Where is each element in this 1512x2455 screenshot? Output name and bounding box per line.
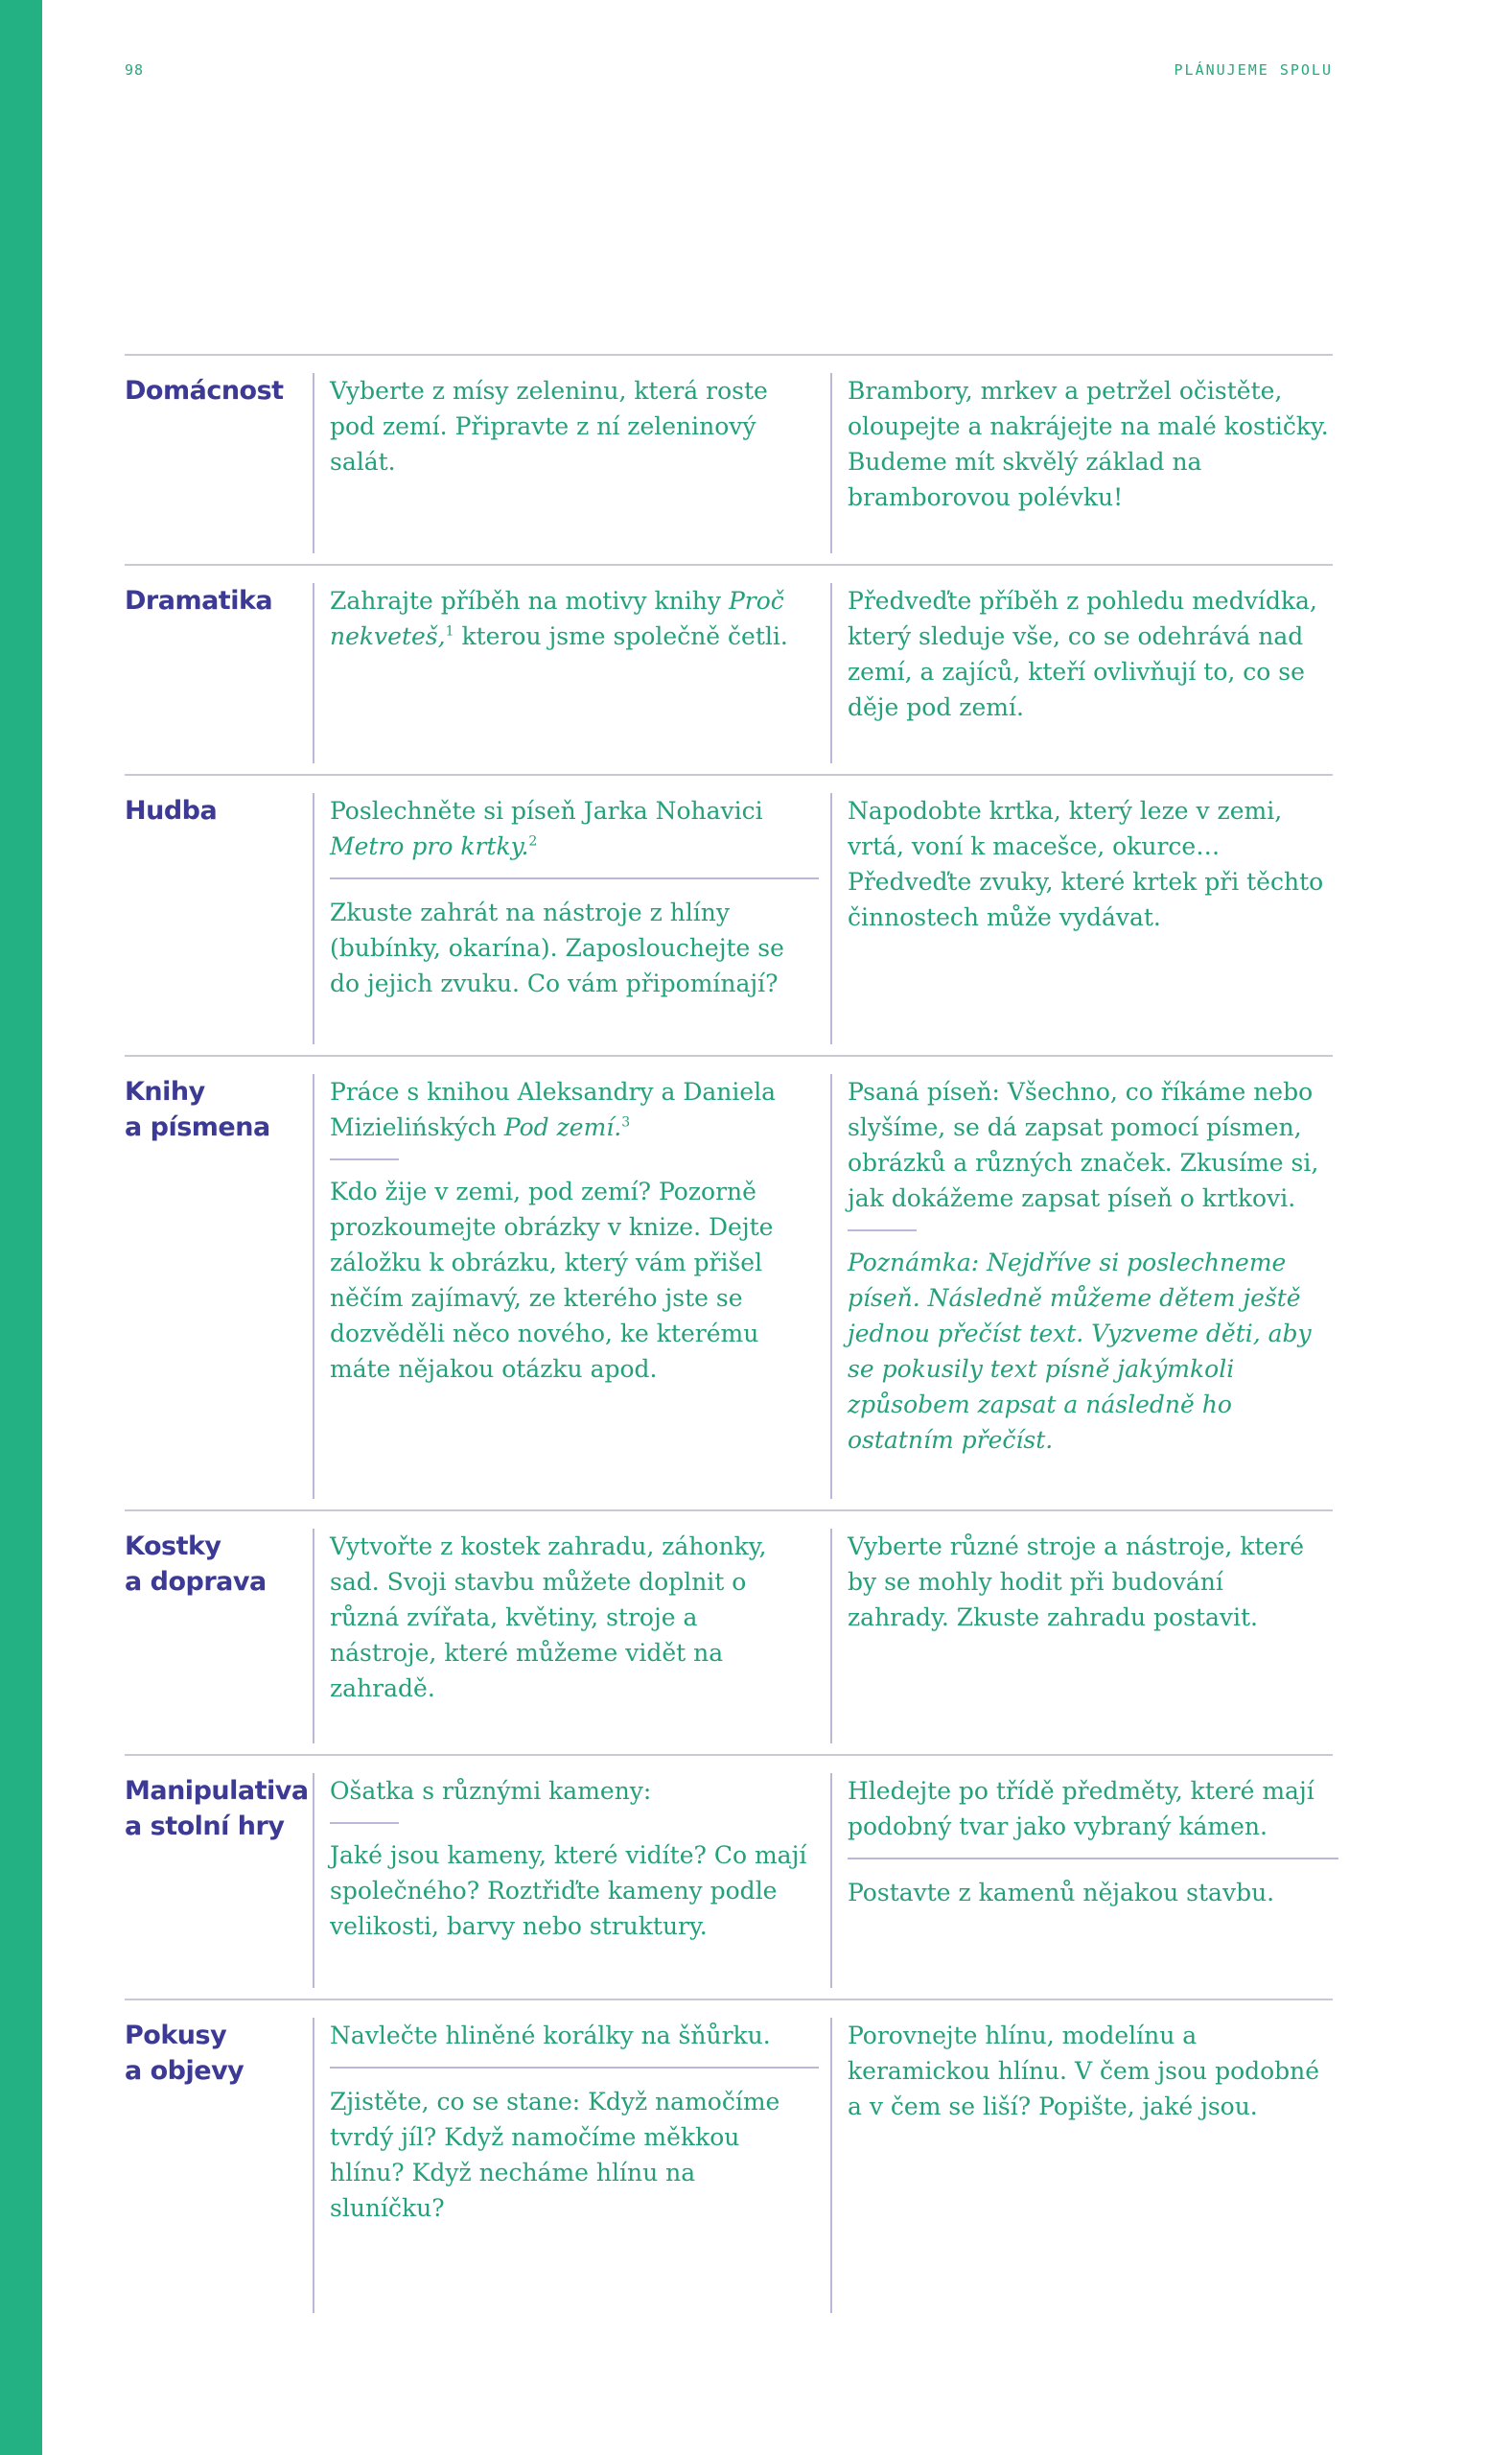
activity-text: Jaké jsou kameny, které vidíte? Co mají společného? Roztřiďte kameny podle velikosti, barvy nebo struktury. (330, 1841, 807, 1940)
table-row-domacnost (125, 354, 1333, 567)
activity-text (330, 1074, 819, 1145)
text-run: Práce s knihou Aleksandry a Daniela Mizielińských (330, 1078, 777, 1141)
activity-cell (313, 793, 819, 1044)
category-line: a doprava (125, 1567, 267, 1597)
activity-text: Hledejte po třídě předměty, které mají podobný tvar jako vybraný kámen. (848, 1777, 1314, 1840)
activity-cell (830, 583, 1338, 763)
divider (330, 1822, 399, 1824)
text-run: Zahrajte příběh na motivy knihy (330, 587, 729, 615)
table-row-manipulativa (125, 1754, 1333, 2001)
divider (330, 1158, 399, 1160)
table-row-hudba (125, 774, 1333, 1058)
divider (330, 877, 819, 879)
activity-text: Vyberte různé stroje a nástroje, které by se mohly hodit při budování zahrady. Zkuste zahradu postavit. (848, 1532, 1305, 1631)
footnote-ref: 2 (528, 833, 538, 850)
book-title: Pod zemí. (503, 1113, 622, 1141)
category-line: Knihy (125, 1077, 205, 1107)
activity-cell (313, 1773, 819, 1988)
section-title: PLÁNUJEME SPOLU (1174, 61, 1333, 79)
category-label: Dramatika (125, 586, 273, 616)
activity-cell (313, 1529, 819, 1743)
activity-cell (830, 1529, 1338, 1743)
activity-text: Vyberte z mísy zeleninu, která roste pod zemí. Připravte z ní zeleninový salát. (330, 377, 768, 476)
category-line: a písmena (125, 1112, 270, 1142)
table-row-knihy (125, 1055, 1333, 1512)
divider (330, 2067, 819, 2069)
divider (848, 1858, 1338, 1859)
activity-text: Vytvořte z kostek zahradu, záhonky, sad. Svoji stavbu můžete doplnit o různá zvířata, květiny, stroje a nástroje, které můžeme vidět na zahradě. (330, 1532, 767, 1702)
activity-text: Zjistěte, co se stane: Když namočíme tvrdý jíl? Když namočíme měkkou hlínu? Když necháme hlínu na sluníčku? (330, 2088, 780, 2222)
green-edge-bar (0, 0, 42, 2455)
activity-text: Psaná píseň: Všechno, co říkáme nebo slyšíme, se dá zapsat pomocí písmen, obrázků a různých značek. Zkusíme si, jak dokážeme zapsat píseň o krtkovi. (848, 1078, 1319, 1212)
activity-text: Napodobte krtka, který leze v zemi, vrtá, voní k macešce, okurce… Předveďte zvuky, které krtek při těchto činnostech může vydávat. (848, 797, 1324, 931)
activity-cell (830, 1074, 1338, 1499)
table-row-pokusy (125, 1999, 1333, 2326)
category-label (125, 1773, 307, 1844)
activity-text: Kdo žije v zemi, pod zemí? Pozorně prozkoumejte obrázky v knize. Dejte záložku k obrázku, který vám přišel něčím zajímavý, ze kterého jste se dozvěděli něco nového, ke kterému máte nějakou otázku apod. (330, 1178, 774, 1383)
activity-cell (313, 1074, 819, 1499)
footnote-ref: 3 (621, 1114, 631, 1131)
table-row-dramatika (125, 564, 1333, 777)
activity-text: Navlečte hliněné korálky na šňůrku. (330, 2022, 771, 2049)
activity-text (330, 793, 819, 864)
category-label (125, 2018, 307, 2089)
activity-cell (313, 373, 819, 553)
activity-cell (313, 583, 819, 763)
category-label (125, 1074, 307, 1145)
category-line: Manipulativa (125, 1776, 309, 1806)
activity-text (330, 583, 819, 654)
activity-cell (830, 1773, 1338, 1988)
text-run: Poslechněte si píseň Jarka Nohavici (330, 797, 763, 825)
category-label: Domácnost (125, 376, 284, 406)
activity-cell (830, 793, 1338, 1044)
table-row-kostky (125, 1509, 1333, 1757)
activity-text: Postavte z kamenů nějakou stavbu. (848, 1879, 1275, 1906)
activity-text: Předveďte příběh z pohledu medvídka, který sleduje vše, co se odehrává nad zemí, a zajíců, kteří ovlivňují to, co se děje pod zemí. (848, 587, 1317, 721)
category-line: Kostky (125, 1531, 221, 1561)
activity-cell (830, 2018, 1338, 2313)
category-line: Pokusy (125, 2021, 227, 2050)
activity-text: Zkuste zahrát na nástroje z hlíny (bubínky, okarína). Zaposlouchejte se do jejich zvuku. Co vám připomínají? (330, 899, 784, 997)
category-label (125, 1529, 307, 1600)
category-line: a stolní hry (125, 1812, 285, 1841)
activity-text: Porovnejte hlínu, modelínu a keramickou hlínu. V čem jsou podobné a v čem se liší? Popište, jaké jsou. (848, 2022, 1320, 2120)
activity-text: Brambory, mrkev a petržel očistěte, oloupejte a nakrájejte na malé kostičky. Budeme mít skvělý základ na bramborovou polévku! (848, 377, 1329, 511)
book-title: Proč nekveteš, (330, 587, 784, 650)
activity-cell (830, 373, 1338, 553)
category-line: a objevy (125, 2056, 244, 2086)
category-label: Hudba (125, 796, 218, 826)
footnote-ref: 1 (445, 623, 454, 640)
note-text: Poznámka: Nejdříve si poslechneme píseň. Následně můžeme dětem ještě jednou přečíst text. Vyzveme děti, aby se pokusily text písně jakýmkoli způsobem zapsat a následně ho ostatním přečíst. (848, 1249, 1312, 1454)
page-number: 98 (125, 61, 145, 79)
divider (848, 1229, 917, 1231)
text-run: kterou jsme společně četli. (454, 622, 788, 650)
song-title: Metro pro krtky. (330, 832, 529, 860)
activity-text: Ošatka s různými kameny: (330, 1777, 652, 1805)
activity-cell (313, 2018, 819, 2313)
